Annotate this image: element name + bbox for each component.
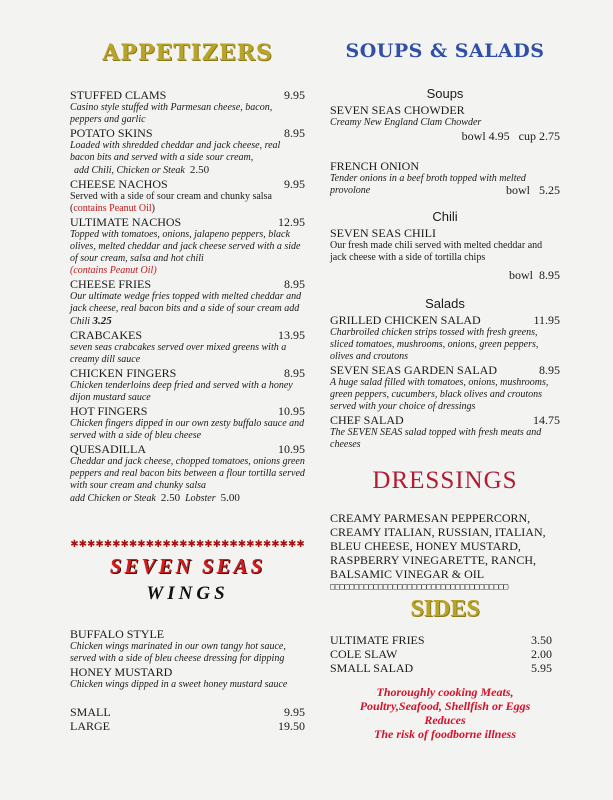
note-paren: ) — [151, 203, 156, 214]
item-description: Chicken wings dipped in a sweet honey mustard sauce — [70, 679, 288, 690]
item-name: CHEF SALAD — [330, 413, 404, 427]
item-name: CHEESE FRIES — [70, 277, 152, 291]
item-description: Chicken wings marinated in our own tangy hot sauce, served with a side of bleu cheese dressing for dipping — [70, 641, 286, 664]
item-name: SEVEN SEAS GARDEN SALAD — [330, 363, 498, 377]
dressing-line: RASPBERRY VINEGARETTE, RANCH, — [330, 553, 537, 567]
size-price: 19.50 — [278, 719, 305, 733]
square-divider: □□□□□□□□□□□□□□□□□□□□□□□□□□□□□□□□□□□□□ — [330, 582, 509, 591]
item-price: 5.95 — [531, 661, 552, 675]
item-name: ULTIMATE NACHOS — [70, 215, 182, 229]
seven-seas-heading: SEVEN SEAS — [109, 554, 266, 578]
dressings-list — [330, 511, 560, 581]
addon-price: 3.25 — [92, 315, 112, 327]
left-column — [70, 40, 305, 733]
menu-item-honey-mustard — [70, 665, 305, 691]
item-description: Cheddar and jack cheese, chopped tomatoes, onions green peppers and real bacon bits between a flour tortilla served with sour cream and chunky salsa — [70, 456, 305, 491]
warning-line: Reduces — [424, 713, 466, 727]
menu-item-garden-salad — [330, 363, 560, 413]
item-price: 12.95 — [278, 215, 305, 229]
item-description: Served with a side of sour cream and chunky salsa — [70, 191, 272, 202]
menu-item-chef-salad — [330, 413, 560, 451]
dressing-line: CREAMY ITALIAN, RUSSIAN, ITALIAN, — [330, 525, 546, 539]
item-name: ULTIMATE FRIES — [330, 633, 425, 647]
item-name: QUESADILLA — [70, 442, 146, 456]
wings-size-large — [70, 719, 305, 733]
item-description: The SEVEN SEAS salad topped with fresh meats and cheeses — [330, 427, 542, 450]
item-allergen-note — [70, 203, 305, 215]
item-name: HONEY MUSTARD — [70, 665, 173, 679]
item-name: CHEESE NACHOS — [70, 177, 168, 191]
chili-subheading: Chili — [432, 209, 458, 224]
item-price: 8.95 — [284, 126, 305, 140]
size-name: LARGE — [70, 719, 110, 733]
menu-item-chili — [330, 226, 560, 282]
dressings-heading: DRESSINGS — [372, 467, 518, 494]
item-price: bowl 4.95 cup 2.75 — [461, 129, 560, 143]
item-name: POTATO SKINS — [70, 126, 153, 140]
star-divider: ✱✱✱✱✱✱✱✱✱✱✱✱✱✱✱✱✱✱✱✱✱✱✱✱✱✱✱✱ — [70, 539, 305, 550]
item-description: Chicken fingers dipped in our own zesty buffalo sauce and served with a side of bleu cheese — [70, 418, 305, 441]
item-name: HOT FINGERS — [70, 404, 148, 418]
menu-item-cheese-nachos — [70, 177, 305, 215]
item-name: CHICKEN FINGERS — [70, 366, 177, 380]
item-name: COLE SLAW — [330, 647, 398, 661]
item-description: seven seas crabcakes served over mixed greens with a creamy dill sauce — [70, 342, 287, 365]
addon-price: 2.50 — [189, 164, 210, 176]
addon-label: add Chili, Chicken or Steak — [74, 165, 185, 176]
item-description: Chicken tenderloins deep fried and served with a honey dijon mustard sauce — [70, 380, 293, 403]
item-name: SMALL SALAD — [330, 661, 414, 675]
soups-subheading: Soups — [426, 86, 464, 101]
item-description — [70, 291, 305, 328]
side-item-fries — [330, 633, 560, 647]
description-text: Our ultimate wedge fries topped with melted cheddar and jack cheese, real bacon bits and a side of sour cream add Chili — [70, 291, 302, 327]
item-price: 14.75 — [533, 413, 560, 427]
item-description: Casino style stuffed with Parmesan cheese, bacon, peppers and garlic — [70, 102, 273, 125]
item-price: 13.95 — [278, 328, 305, 342]
side-item-small-salad — [330, 661, 560, 675]
addon-label: add Chicken or Steak — [70, 493, 156, 504]
wings-size-small — [70, 705, 305, 719]
item-price: 2.00 — [531, 647, 552, 661]
item-name: BUFFALO STYLE — [70, 627, 165, 641]
menu-item-potato-skins — [70, 126, 305, 177]
item-price: 10.95 — [278, 404, 305, 418]
item-price: bowl 5.25 — [506, 183, 560, 197]
addon-price: 5.00 — [220, 492, 240, 504]
addon-label: Lobster — [185, 493, 216, 504]
item-price: 8.95 — [284, 366, 305, 380]
item-price: 9.95 — [284, 88, 305, 102]
item-name: GRILLED CHICKEN SALAD — [330, 313, 481, 327]
size-name: SMALL — [70, 705, 111, 719]
menu-item-french-onion — [330, 159, 560, 197]
appetizers-heading: APPETIZERS — [102, 40, 273, 66]
item-name: CRABCAKES — [70, 328, 143, 342]
item-price: 8.95 — [284, 277, 305, 291]
item-addon — [70, 164, 305, 177]
size-price: 9.95 — [284, 705, 305, 719]
dressing-line: BLEU CHEESE, HONEY MUSTARD, — [330, 539, 521, 553]
menu-item-chicken-fingers — [70, 366, 305, 404]
item-description: A huge salad filled with tomatoes, onions, mushrooms, green peppers, cucumbers, black olives and croutons served with your choice of dressings — [330, 377, 549, 412]
dressing-line: CREAMY PARMESAN PEPPERCORN, — [330, 511, 531, 525]
item-price: bowl 8.95 — [509, 268, 560, 282]
right-column — [330, 40, 560, 741]
sides-heading: SIDES — [410, 596, 480, 622]
item-addon — [70, 492, 305, 505]
salads-subheading: Salads — [425, 296, 465, 311]
menu-item-cheese-fries — [70, 277, 305, 328]
item-price: 9.95 — [284, 177, 305, 191]
food-safety-warning — [330, 685, 560, 741]
side-item-slaw — [330, 647, 560, 661]
warning-line: Poultry,Seafood, Shellfish or Eggs — [359, 699, 531, 713]
menu-item-chowder — [330, 103, 560, 143]
item-description: Topped with tomatoes, onions, jalapeno peppers, black olives, melted cheddar and jack cheese served with a side of sour cream, salsa and hot chili — [70, 229, 301, 264]
item-name: FRENCH ONION — [330, 159, 420, 173]
item-price: 10.95 — [278, 442, 305, 456]
item-description: Creamy New England Clam Chowder — [330, 117, 482, 128]
item-price: 11.95 — [533, 313, 560, 327]
warning-line: Thoroughly cooking Meats, — [376, 685, 514, 699]
item-price: 3.50 — [531, 633, 552, 647]
soups-salads-heading: SOUPS & SALADS — [345, 40, 545, 62]
wings-heading: WINGS — [146, 583, 229, 604]
item-name: SEVEN SEAS CHILI — [330, 226, 437, 240]
item-description: Charbroiled chicken strips tossed with fresh greens, sliced tomatoes, mushrooms, onions, green peppers, olives and croutons — [330, 327, 539, 362]
item-description: Tender onions in a beef broth topped with melted provolone — [330, 173, 526, 196]
warning-line: The risk of foodborne illness — [373, 727, 516, 741]
menu-item-crabcakes — [70, 328, 305, 366]
item-description: Loaded with shredded cheddar and jack cheese, real bacon bits and served with a side sour cream, — [70, 140, 281, 163]
menu-item-stuffed-clams — [70, 88, 305, 126]
menu-item-buffalo-style — [70, 627, 305, 665]
item-price: 8.95 — [539, 363, 560, 377]
menu-item-ultimate-nachos — [70, 215, 305, 277]
note-text: contains Peanut Oil — [73, 203, 152, 214]
item-name: STUFFED CLAMS — [70, 88, 167, 102]
menu-item-quesadilla — [70, 442, 305, 505]
menu-item-grilled-chicken-salad — [330, 313, 560, 363]
addon-price: 2.50 — [160, 492, 181, 504]
item-description: Our fresh made chili served with melted cheddar and jack cheese with a side of tortilla chips — [330, 240, 543, 263]
dressing-line: BALSAMIC VINEGAR & OIL — [330, 567, 485, 581]
item-name: SEVEN SEAS CHOWDER — [330, 103, 465, 117]
note-paren: ( — [70, 203, 74, 214]
item-allergen-note: (contains Peanut Oil) — [70, 265, 157, 276]
menu-item-hot-fingers — [70, 404, 305, 442]
